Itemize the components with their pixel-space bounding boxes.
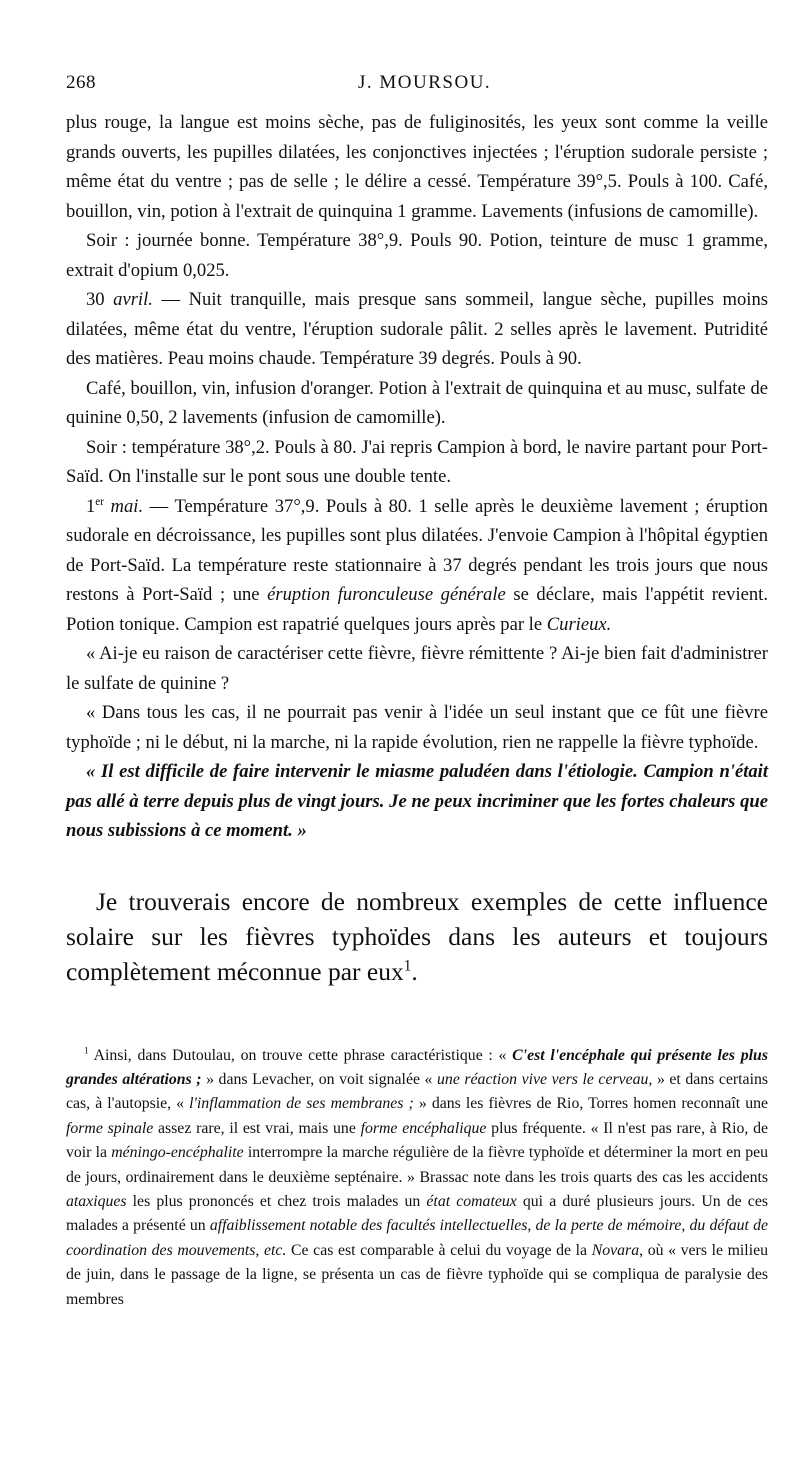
footnote	[66, 1044, 768, 1312]
large-paragraph-text: Je trouverais encore de nombreux exemples de cette influence solaire sur les fièvres typhoïdes dans les auteurs et toujours complètement méconnue par eux	[66, 886, 768, 986]
footnote-text: » dans les fièvres de Rio, Torres homen reconnaît une	[413, 1095, 768, 1113]
quote-paragraph-3	[66, 757, 768, 846]
large-paragraph	[66, 884, 768, 989]
em-dash: —	[143, 495, 175, 517]
footnote-mark: 1	[84, 1046, 89, 1057]
quote-paragraph-2: « Dans tous les cas, il ne pourrait pas venir à l'idée un seul instant que ce fût une fièvre typhoïde ; ni le début, ni la marche, ni la rapide évolution, rien ne rappelle la fièvre typhoïde.	[66, 702, 768, 753]
footnote-text: Ce cas est comparable à celui du voyage de la	[286, 1241, 592, 1259]
footnote-text: plus fréquente. « Il n'est pas rare, à Rio, de voir la	[66, 1119, 768, 1162]
footnote-text: , où « vers le milieu de juin, dans le passage de la ligne, se présenta un cas de fièvre typhoïde qui se compliqua de paralysie des membres	[66, 1241, 768, 1308]
page-number: 268	[66, 72, 96, 93]
body-text	[66, 108, 768, 846]
page-header	[66, 72, 768, 108]
date-day: 1	[86, 495, 96, 517]
quote-paragraph-1: « Ai-je eu raison de caractériser cette fièvre, fièvre rémittente ? Ai-je bien fait d'administrer le sulfate de quinine ?	[66, 643, 768, 694]
footnote-text: interrompre la marche régulière de la fièvre typhoïde et déterminer la mort en peu de jours, ordinairement dans le deuxième septénaire. » Brassac note dans les trois quarts des cas les accidents	[66, 1144, 768, 1186]
footnote-italic: forme encéphalique	[360, 1119, 487, 1137]
italic-phrase: éruption furonculeuse générale	[267, 584, 506, 605]
paragraph-text: Température 37°,9. Pouls à 80. 1 selle après le deuxième lavement ; éruption sudorale en décroissance, les pupilles sont plus dilatées. J'envoie Campion à l'hôpital égyptien de Port-Saïd. La température reste stationnaire à 37 degrés pendant les trois jours que nous restons à Port-Saïd ; une	[66, 495, 768, 605]
paragraph-may-1	[66, 492, 768, 640]
footnote-italic: méningo-encéphalite	[111, 1144, 244, 1162]
footnote-reference: 1	[403, 957, 412, 974]
paragraph-evening-2: Soir : température 38°,2. Pouls à 80. J'ai repris Campion à bord, le navire partant pour Port-Saïd. On l'installe sur le pont sous une double tente.	[66, 436, 768, 487]
footnote-italic: Novara	[591, 1241, 640, 1259]
footnote-text: qui a duré plusieurs jours. Un de ces malades a présenté un	[66, 1192, 768, 1235]
footnote-italic: C'est l'encéphale qui présente les plus grandes altérations ;	[66, 1046, 768, 1088]
ship-name: Curieux.	[546, 613, 612, 635]
footnote-italic: une réaction vive vers le cerveau,	[437, 1070, 653, 1088]
footnote-text: assez rare, il est vrai, mais une	[153, 1119, 361, 1137]
footnote-italic: état comateux	[426, 1192, 517, 1210]
footnote-italic: ataxiques	[66, 1192, 127, 1210]
footnotes	[66, 1044, 768, 1312]
paragraph-continuation: plus rouge, la langue est moins sèche, pas de fuliginosités, les yeux sont comme la veille grands ouverts, les pupilles dilatées, les conjonctives injectées ; l'éruption sudorale persiste ; même état du ventre ; pas de selle ; le délire a cessé. Température 39°,5. Pouls à 100. Café, bouillon, vin, potion à l'extrait de quinquina 1 gramme. Lavements (infusions de camomille).	[66, 112, 768, 222]
paragraph-april-30	[66, 285, 768, 374]
paragraph-text: Nuit tranquille, mais presque sans sommeil, langue sèche, pupilles moins dilatées, même état du ventre, l'éruption sudorale pâlit. 2 selles après le lavement. Putridité des matières. Peau moins chaude. Température 39 degrés. Pouls à 90.	[66, 289, 768, 369]
running-head: J. MOURSOU.	[358, 72, 492, 93]
book-page	[66, 72, 768, 1312]
date-month: mai.	[110, 495, 144, 517]
date-month: avril.	[113, 289, 153, 310]
paragraph-treatment: Café, bouillon, vin, infusion d'oranger. Potion à l'extrait de quinquina et au musc, sulfate de quinine 0,50, 2 lavements (infusion de camomille).	[66, 377, 768, 428]
paragraph-evening-1: Soir : journée bonne. Température 38°,9. Pouls 90. Potion, teinture de musc 1 gramme, extrait d'opium 0,025.	[66, 230, 768, 281]
date-day: 30	[86, 289, 105, 310]
paragraph-text: se déclare, mais l'appétit revient. Potion tonique. Campion est rapatrié quelques jours après par le	[66, 584, 768, 635]
footnote-italic: forme spinale	[66, 1119, 154, 1137]
footnote-italic: affaiblissement notable des facultés intellectuelles, de la perte de mémoire, du défaut de coordination des mouvements, etc.	[66, 1217, 768, 1259]
large-paragraph-end: .	[411, 956, 418, 986]
footnote-text: les plus prononcés et chez trois malades un	[126, 1192, 427, 1210]
footnote-text: Ainsi, dans Dutoulau, on trouve cette phrase caractéristique : «	[93, 1046, 513, 1064]
em-dash: —	[152, 289, 189, 310]
italic-quote: « Il est difficile de faire intervenir le miasme paludéen dans l'étiologie. Campion n'était pas allé à terre depuis plus de vingt jours. Je ne peux incriminer que les fortes chaleurs que nous subissions à ce moment. »	[66, 761, 768, 841]
date-superscript: er	[95, 495, 104, 508]
footnote-text: » dans Levacher, on voit signalée «	[201, 1070, 438, 1088]
footnote-text: » et dans certains cas, à l'autopsie, «	[66, 1070, 769, 1113]
footnote-italic: l'inflammation de ses membranes ;	[189, 1095, 414, 1113]
